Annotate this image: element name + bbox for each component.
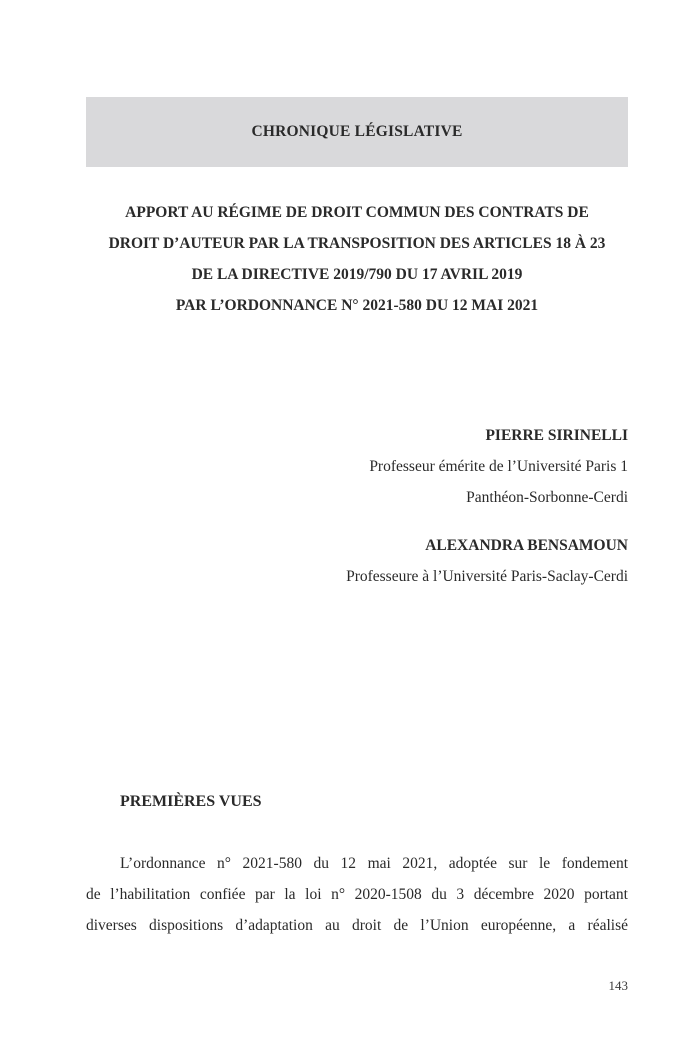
- body-paragraph: [86, 848, 628, 941]
- author-affiliation: Professeur émérite de l’Université Paris 1: [369, 458, 628, 475]
- paragraph-line: diverses dispositions d’adaptation au droit de l’Union européenne, a réalisé: [86, 917, 628, 934]
- author-affiliation: Professeure à l’Université Paris-Saclay-Cerdi: [346, 568, 628, 585]
- article-title: [76, 197, 638, 321]
- paragraph-line: L’ordonnance n° 2021-580 du 12 mai 2021, adoptée sur le fondement: [120, 855, 628, 872]
- article-title-line: DE LA DIRECTIVE 2019/790 DU 17 AVRIL 2019: [191, 266, 523, 283]
- paragraph-line: de l’habilitation confiée par la loi n° 2020-1508 du 3 décembre 2020 portant: [86, 886, 628, 903]
- section-heading: PREMIÈRES VUES: [120, 793, 262, 810]
- author-name: PIERRE SIRINELLI: [485, 427, 628, 444]
- author-affiliation: Panthéon-Sorbonne-Cerdi: [466, 489, 628, 506]
- page-number: 143: [608, 978, 628, 993]
- article-title-line: DROIT D’AUTEUR PAR LA TRANSPOSITION DES ARTICLES 18 À 23: [108, 235, 606, 252]
- section-label: CHRONIQUE LÉGISLATIVE: [251, 123, 463, 140]
- article-title-line: PAR L’ORDONNANCE N° 2021-580 DU 12 MAI 2021: [175, 297, 539, 314]
- article-title-line: APPORT AU RÉGIME DE DROIT COMMUN DES CONTRATS DE: [125, 204, 589, 221]
- author-name: ALEXANDRA BENSAMOUN: [425, 537, 628, 554]
- author-block: [369, 420, 628, 513]
- author-block: [346, 530, 628, 592]
- section-banner: [86, 97, 628, 167]
